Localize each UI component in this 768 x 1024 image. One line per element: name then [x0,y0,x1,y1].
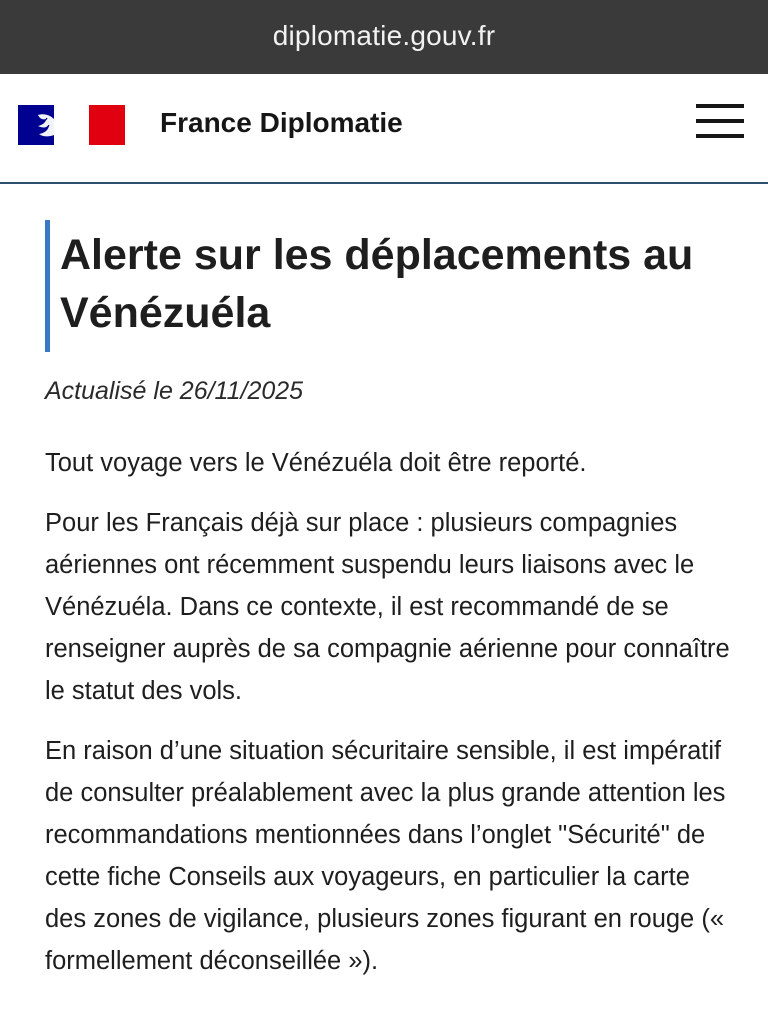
hamburger-menu-icon[interactable] [696,104,744,138]
paragraph-security: En raison d’une situation sécuritaire sensible, il est impératif de consulter préalablement avec la plus grande attention les recommandations mentionnées dans l’onglet "Sécurité" de cette fiche Conseils aux voyageurs, en particulier la carte des zones de vigilance, plusieurs zones figurant en rouge (« formellement déconseillée »). [45,737,726,975]
url-text[interactable]: diplomatie.gouv.fr [272,20,496,51]
marianne-flag-logo[interactable] [18,105,125,145]
paragraph-airlines: Pour les Français déjà sur place : plusieurs compagnies aériennes ont récemment suspendu leurs liaisons avec le Vénézuéla. Dans ce contexte, il est recommandé de se renseigner auprès de sa compagnie aérienne pour connaître le statut des vols. [45,509,730,705]
page-title: Alerte sur les déplacements au Vénézuéla [60,231,694,337]
site-header [0,74,768,184]
updated-date: Actualisé le 26/11/2025 [45,377,304,405]
article-content [0,184,768,1024]
site-title[interactable]: France Diplomatie [160,107,403,138]
menu-bar [696,104,744,108]
menu-bar [696,119,744,123]
paragraph-travel-postponed: Tout voyage vers le Vénézuéla doit être reporté. [45,449,587,477]
menu-bar [696,134,744,138]
browser-url-bar[interactable] [0,0,768,74]
title-block [45,220,740,352]
